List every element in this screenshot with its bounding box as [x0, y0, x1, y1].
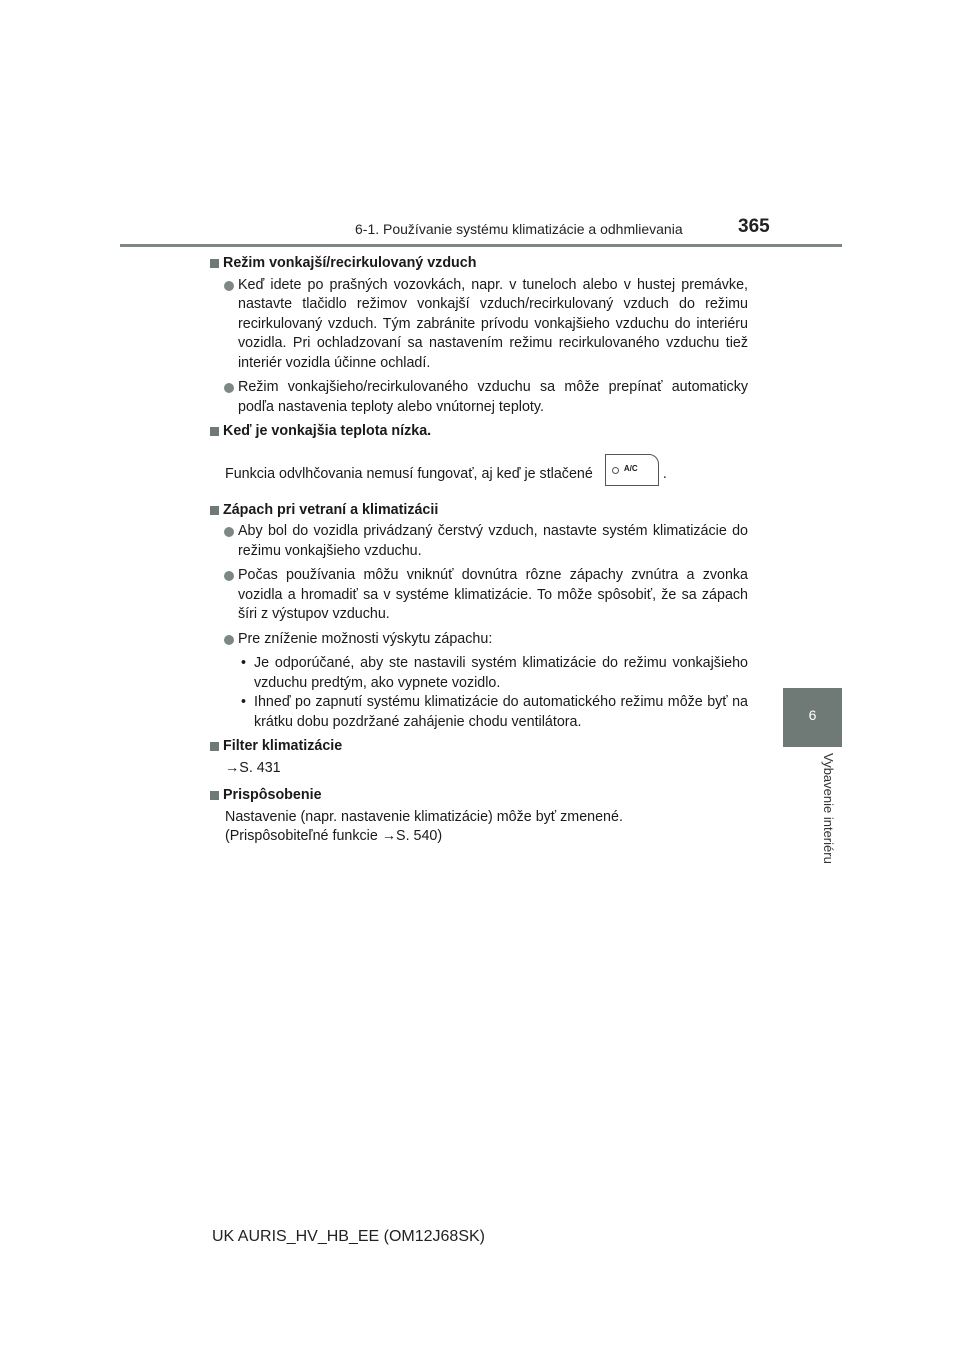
circle-bullet-icon — [224, 281, 234, 291]
page-reference: →S. 431 — [225, 759, 281, 776]
circle-bullet-icon — [224, 571, 234, 581]
bullet-item: Pre zníženie možnosti výskytu zápachu: — [210, 630, 748, 650]
bullet-item: Počas používania môžu vniknúť dovnútra rôzne zápachy zvnútra a zvonka vozidla a hromadiť sa v systéme klimatizácie. To môže spôsobiť, že sa zápach šíri z výstupov vzduchu. — [210, 566, 748, 625]
circle-bullet-icon — [224, 383, 234, 393]
chapter-tab — [783, 747, 842, 897]
chapter-tab-number: 6 — [783, 688, 842, 747]
section-heading: Režim vonkajší/recirkulovaný vzduch — [210, 254, 748, 274]
section-heading: Filter klimatizácie — [210, 737, 748, 757]
square-bullet-icon — [210, 742, 219, 751]
header-divider — [120, 244, 842, 247]
bullet-item: Keď idete po prašných vozovkách, napr. v tuneloch alebo v hustej premávke, nastavte tlačidlo režimov vonkajší vzduch/recirkulovaný vzduch do režimu recirkulovaný vzduch. Tým zabránite prívodu vonkajšieho vzduchu do interiéru vozidla. Pri ochladzovaní sa nastavením režimu recirkulovaného vzduchu tiež interiér vozidla účinne ochladí. — [210, 276, 748, 374]
footer-model-code: UK AURIS_HV_HB_EE (OM12J68SK) — [212, 1228, 485, 1245]
square-bullet-icon — [210, 259, 219, 268]
section-heading: Prispôsobenie — [210, 786, 748, 806]
section-title: 6-1. Používanie systému klimatizácie a odhmlievania — [355, 221, 683, 237]
page-content — [210, 254, 748, 847]
circle-bullet-icon — [224, 635, 234, 645]
indicator-led-icon — [612, 467, 619, 474]
square-bullet-icon — [210, 427, 219, 436]
bullet-item: Aby bol do vozidla privádzaný čerstvý vzduch, nastavte systém klimatizácie do režimu vonkajšieho vzduchu. — [210, 522, 748, 561]
sub-item: • Ihneď po zapnutí systému klimatizácie do automatického režimu môže byť na krátku dobu pozdržané zahájenie chodu ventilátora. — [241, 694, 748, 730]
paragraph: Nastavenie (napr. nastavenie klimatizácie) môže byť zmenené. (Prispôsobiteľné funkcie →S. 540) — [225, 808, 623, 844]
bullet-item: Režim vonkajšieho/recirkulovaného vzduchu sa môže prepínať automaticky podľa nastavenia teploty alebo vnútornej teploty. — [210, 378, 748, 417]
ac-button-icon: A/C — [605, 454, 659, 486]
square-bullet-icon — [210, 791, 219, 800]
chapter-tab-label: Vybavenie interiéru — [821, 753, 836, 864]
square-bullet-icon — [210, 506, 219, 515]
paragraph: Funkcia odvlhčovania nemusí fungovať, aj keď je stlačené A/C . — [210, 458, 748, 490]
circle-bullet-icon — [224, 527, 234, 537]
sub-item: • Je odporúčané, aby ste nastavili systém klimatizácie do režimu vonkajšieho vzduchu predtým, ako vypnete vozidlo. — [241, 655, 748, 691]
page-number: 365 — [738, 216, 770, 237]
section-heading: Keď je vonkajšia teplota nízka. — [210, 422, 748, 442]
section-heading: Zápach pri vetraní a klimatizácii — [210, 501, 748, 521]
